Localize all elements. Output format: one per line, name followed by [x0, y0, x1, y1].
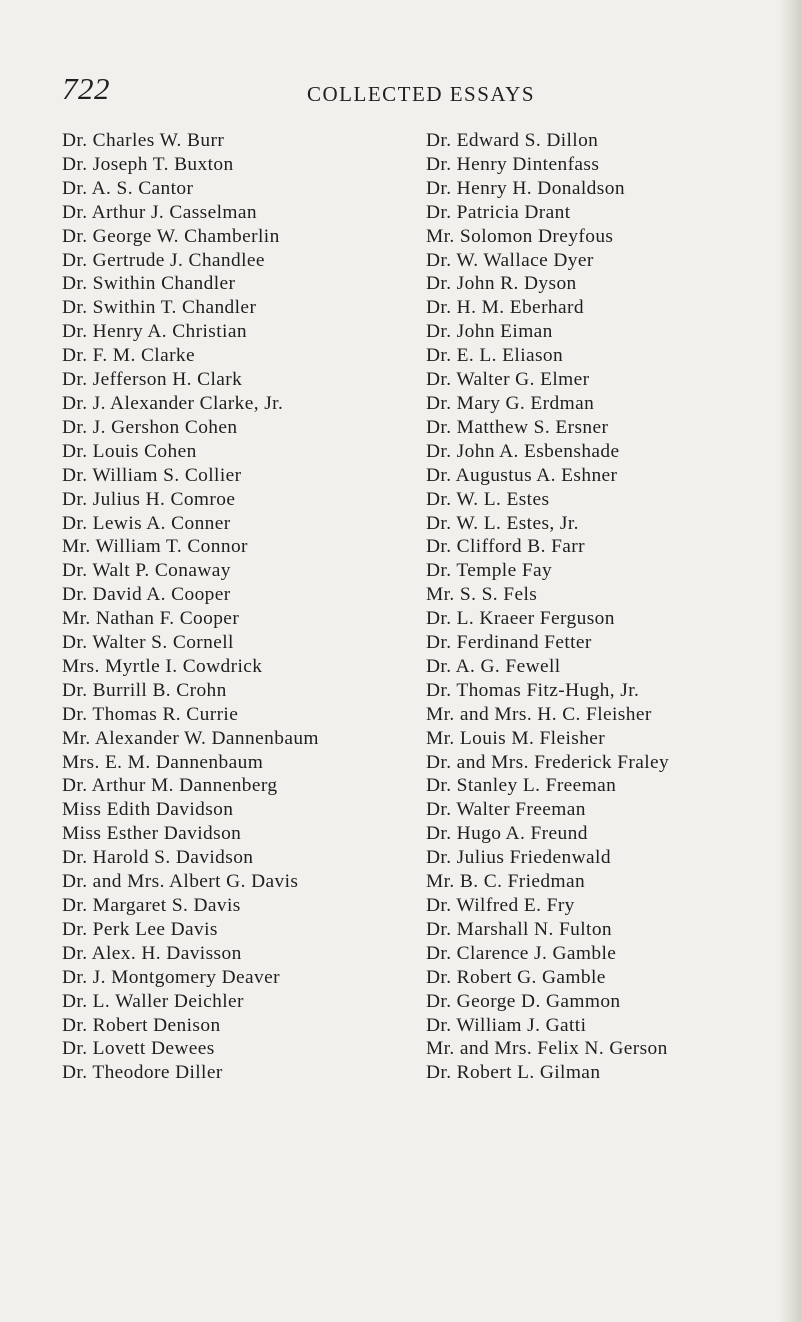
name-entry: Dr. J. Gershon Cohen [62, 416, 238, 438]
name-entry: Dr. Burrill B. Crohn [62, 679, 227, 701]
name-entry: Dr. Thomas R. Currie [62, 703, 239, 725]
name-entry: Dr. Alex. H. Davisson [62, 942, 242, 964]
name-entry: Dr. George W. Chamberlin [62, 225, 280, 247]
name-entry: Dr. Edward S. Dillon [426, 130, 599, 151]
name-entry: Dr. John R. Dyson [426, 273, 577, 295]
running-head: COLLECTED ESSAYS [307, 82, 536, 106]
name-entry: Dr. A. G. Fewell [426, 655, 561, 677]
page-number: 722 [62, 71, 110, 106]
name-entry: Dr. Walt P. Conaway [62, 560, 231, 582]
name-entry: Dr. Thomas Fitz-Hugh, Jr. [426, 679, 640, 701]
name-entry: Dr. J. Montgomery Deaver [62, 966, 281, 988]
name-list-left-column [62, 129, 412, 1085]
name-entry: Dr. Matthew S. Ersner [426, 416, 609, 438]
name-entry: Dr. John A. Esbenshade [426, 440, 620, 462]
name-entry: Mr. Alexander W. Dannenbaum [62, 727, 319, 749]
name-entry: Miss Esther Davidson [62, 823, 242, 845]
name-entry: Dr. W. L. Estes, Jr. [426, 512, 579, 534]
name-entry: Mr. Nathan F. Cooper [62, 608, 240, 630]
name-entry: Dr. Gertrude J. Chandlee [62, 249, 265, 271]
name-entry: Dr. Robert Denison [62, 1014, 221, 1036]
name-entry: Dr. John Eiman [426, 321, 553, 343]
name-entry: Dr. Henry H. Donaldson [426, 177, 625, 199]
name-entry: Dr. Walter S. Cornell [62, 632, 234, 654]
name-entry: Dr. and Mrs. Frederick Fraley [426, 751, 670, 773]
name-entry: Dr. A. S. Cantor [62, 177, 194, 199]
name-entry: Dr. Clarence J. Gamble [426, 942, 617, 964]
name-entry: Dr. Mary G. Erdman [426, 392, 595, 414]
name-entry: Dr. W. Wallace Dyer [426, 249, 594, 271]
name-entry: Mrs. Myrtle I. Cowdrick [62, 655, 263, 677]
name-entry: Dr. Lewis A. Conner [62, 512, 231, 534]
name-entry: Dr. and Mrs. Albert G. Davis [62, 871, 299, 893]
name-entry: Dr. Perk Lee Davis [62, 918, 218, 940]
name-entry: Dr. Stanley L. Freeman [426, 775, 617, 797]
name-entry: Dr. Walter Freeman [426, 799, 586, 821]
name-entry: Dr. J. Alexander Clarke, Jr. [62, 392, 284, 414]
name-entry: Dr. Clifford B. Farr [426, 536, 585, 558]
name-entry: Mr. B. C. Friedman [426, 871, 586, 893]
name-entry: Dr. Jefferson H. Clark [62, 369, 243, 391]
name-entry: Dr. William S. Collier [62, 464, 242, 486]
name-entry: Dr. Theodore Diller [62, 1062, 223, 1084]
name-entry: Mr. and Mrs. Felix N. Gerson [426, 1038, 668, 1060]
name-entry: Dr. Robert G. Gamble [426, 966, 606, 988]
name-entry: Mrs. E. M. Dannenbaum [62, 751, 264, 773]
name-entry: Dr. Arthur M. Dannenberg [62, 775, 278, 797]
name-entry: Dr. Arthur J. Casselman [62, 201, 258, 223]
name-entry: Dr. Louis Cohen [62, 440, 197, 462]
name-entry: Dr. Lovett Dewees [62, 1038, 215, 1060]
name-entry: Dr. Hugo A. Freund [426, 823, 588, 845]
name-entry: Dr. Robert L. Gilman [426, 1062, 601, 1084]
name-entry: Dr. Temple Fay [426, 560, 553, 582]
name-entry: Miss Edith Davidson [62, 799, 234, 821]
name-entry: Mr. and Mrs. H. C. Fleisher [426, 703, 652, 725]
name-entry: Dr. H. M. Eberhard [426, 297, 584, 319]
name-entry: Dr. Swithin Chandler [62, 273, 236, 295]
name-entry: Dr. Charles W. Burr [62, 130, 225, 151]
name-list-right-column [426, 129, 791, 1085]
name-entry: Dr. Walter G. Elmer [426, 369, 590, 391]
name-entry: Dr. Julius Friedenwald [426, 847, 611, 869]
name-entry: Dr. L. Waller Deichler [62, 990, 244, 1012]
name-entry: Mr. Solomon Dreyfous [426, 225, 614, 247]
name-entry: Dr. W. L. Estes [426, 488, 550, 510]
name-entry: Dr. David A. Cooper [62, 584, 231, 606]
name-entry: Dr. F. M. Clarke [62, 345, 196, 367]
name-entry: Dr. Henry Dintenfass [426, 153, 600, 175]
page-header [62, 72, 682, 112]
name-entry: Dr. Henry A. Christian [62, 321, 247, 343]
name-entry: Dr. Ferdinand Fetter [426, 632, 592, 654]
name-entry: Dr. Marshall N. Fulton [426, 918, 613, 940]
name-entry: Dr. L. Kraeer Ferguson [426, 608, 615, 630]
name-entry: Mr. Louis M. Fleisher [426, 727, 606, 749]
name-entry: Mr. S. S. Fels [426, 584, 538, 606]
name-entry: Dr. Margaret S. Davis [62, 895, 241, 916]
name-entry: Dr. Swithin T. Chandler [62, 297, 257, 319]
name-entry: Dr. George D. Gammon [426, 990, 621, 1012]
name-entry: Dr. Joseph T. Buxton [62, 153, 234, 175]
name-entry: Mr. William T. Connor [62, 536, 248, 558]
name-entry: Dr. Augustus A. Eshner [426, 464, 618, 486]
name-entry: Dr. Harold S. Davidson [62, 847, 254, 869]
name-entry: Dr. Wilfred E. Fry [426, 895, 575, 916]
name-entry: Dr. E. L. Eliason [426, 345, 564, 367]
name-entry: Dr. William J. Gatti [426, 1014, 587, 1036]
name-entry: Dr. Patricia Drant [426, 201, 571, 223]
name-entry: Dr. Julius H. Comroe [62, 488, 236, 510]
